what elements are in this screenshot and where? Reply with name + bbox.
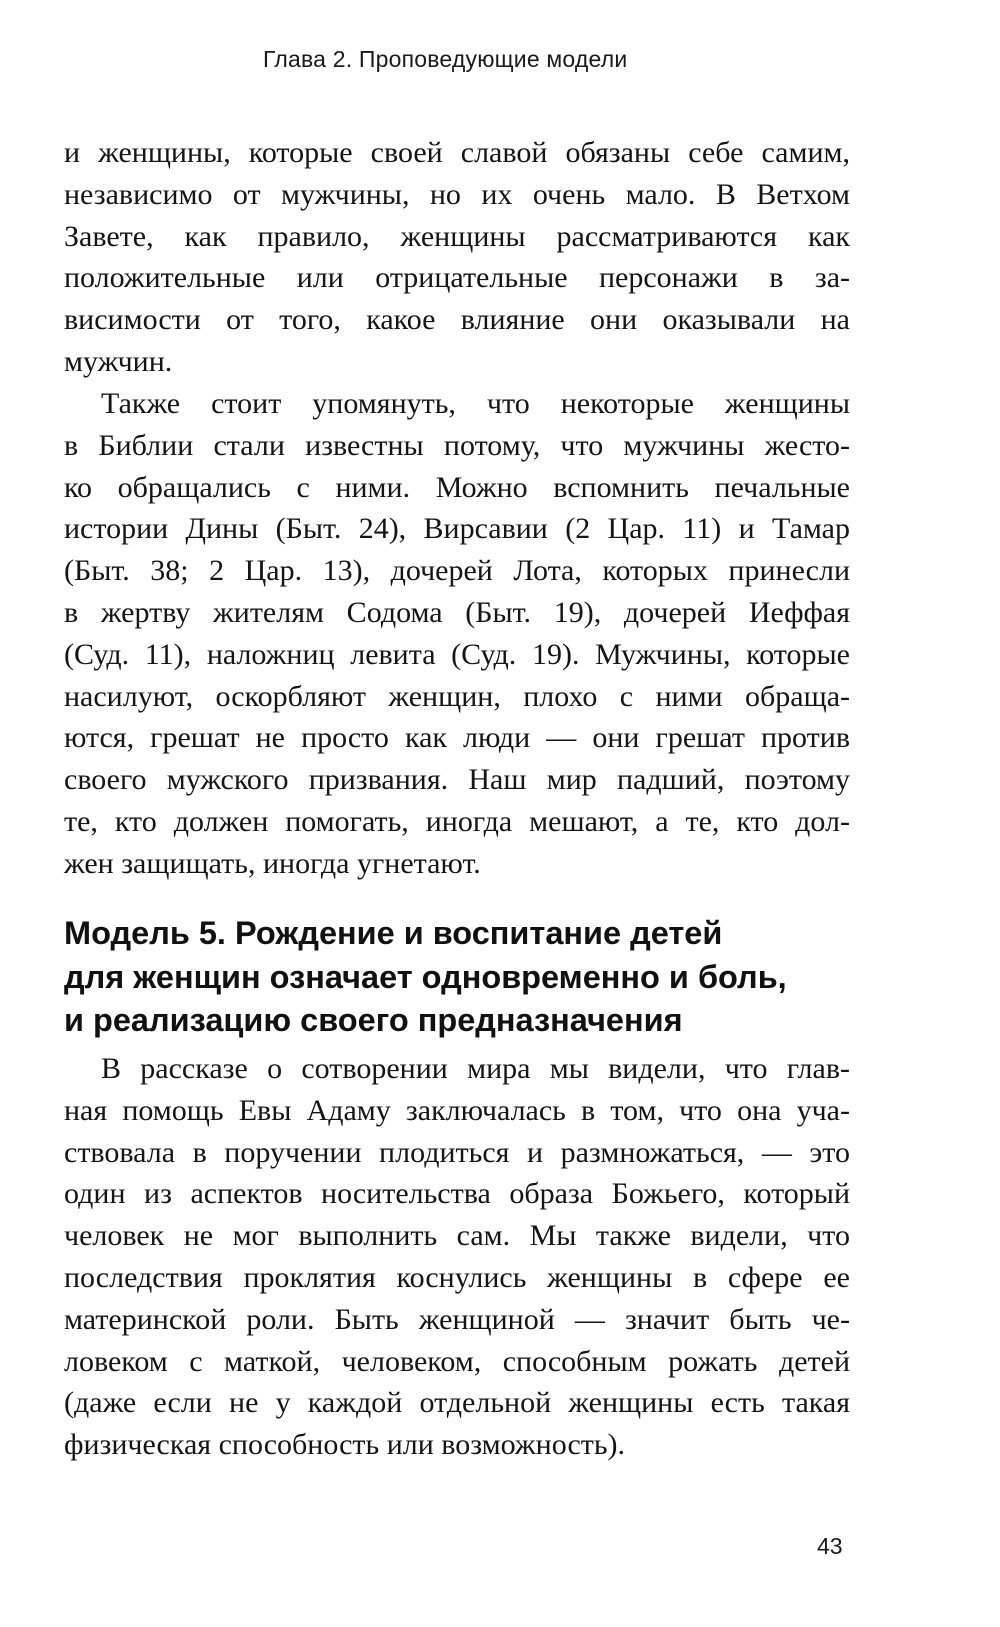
text-line: мужчин. xyxy=(64,344,173,378)
page-number: 43 xyxy=(817,1533,843,1559)
heading-line: для женщин означает одновременно и боль, xyxy=(64,958,787,995)
text-line: В рассказе о сотворении мира мы видели, что глав- xyxy=(101,1052,850,1085)
text-line: (Быт. 38; 2 Цар. 13), дочерей Лота, которых принесли xyxy=(64,554,850,588)
text-line: человек не мог выполнить сам. Мы также видели, что xyxy=(64,1219,850,1253)
text-line: ются, грешат не просто как люди — они грешат против xyxy=(64,721,850,755)
text-line: и женщины, которые своей славой обязаны себе самим, xyxy=(64,136,850,169)
heading-line: и реализацию своего предназначения xyxy=(64,1002,683,1038)
heading-line: Модель 5. Рождение и воспитание детей xyxy=(64,915,723,951)
text-line: насилуют, оскорбляют женщин, плохо с ними обраща- xyxy=(64,679,850,713)
text-line: висимости от того, какое влияние они оказывали на xyxy=(64,303,850,337)
text-line: один из аспектов носительства образа Божьего, который xyxy=(64,1177,850,1211)
text-line: своего мужского призвания. Наш мир падший, поэтому xyxy=(64,763,850,797)
paragraph-abuse-of-women xyxy=(64,383,850,885)
text-line: физическая способность или возможность). xyxy=(64,1428,626,1462)
text-line: ловеком с маткой, человеком, способным рожать детей xyxy=(64,1344,850,1378)
paragraph-continuation xyxy=(64,132,850,383)
text-line: (даже если не у каждой отдельной женщины есть такая xyxy=(64,1386,850,1420)
running-head: Глава 2. Проповедующие модели xyxy=(263,46,628,72)
text-line: последствия проклятия коснулись женщины в сфере ее xyxy=(64,1260,850,1294)
text-line: в жертву жителям Содома (Быт. 19), дочерей Иеффая xyxy=(64,595,850,629)
text-line: положительные или отрицательные персонажи в за- xyxy=(64,261,850,295)
text-line: ная помощь Евы Адаму заключалась в том, что она уча- xyxy=(64,1093,850,1127)
section-heading xyxy=(64,912,864,1043)
text-line: ко обращались с ними. Можно вспомнить печальные xyxy=(64,470,850,504)
text-line: материнской роли. Быть женщиной — значит быть че- xyxy=(64,1302,850,1336)
paragraph-childbearing xyxy=(64,1048,850,1466)
text-line: те, кто должен помогать, иногда мешают, а те, кто дол- xyxy=(64,804,850,838)
text-line: Завете, как правило, женщины рассматриваются как xyxy=(64,219,850,253)
text-line: (Суд. 11), наложниц левита (Суд. 19). Мужчины, которые xyxy=(64,637,850,671)
text-line: истории Дины (Быт. 24), Вирсавии (2 Цар. 11) и Тамар xyxy=(64,512,850,546)
text-line: Также стоит упомянуть, что некоторые женщины xyxy=(101,387,850,420)
text-line: жен защищать, иногда угнетают. xyxy=(64,846,481,880)
text-line: ствовала в поручении плодиться и размножаться, — это xyxy=(64,1135,850,1169)
text-line: независимо от мужчины, но их очень мало. В Ветхом xyxy=(64,177,850,211)
text-line: в Библии стали известны потому, что мужчины жесто- xyxy=(64,428,850,462)
